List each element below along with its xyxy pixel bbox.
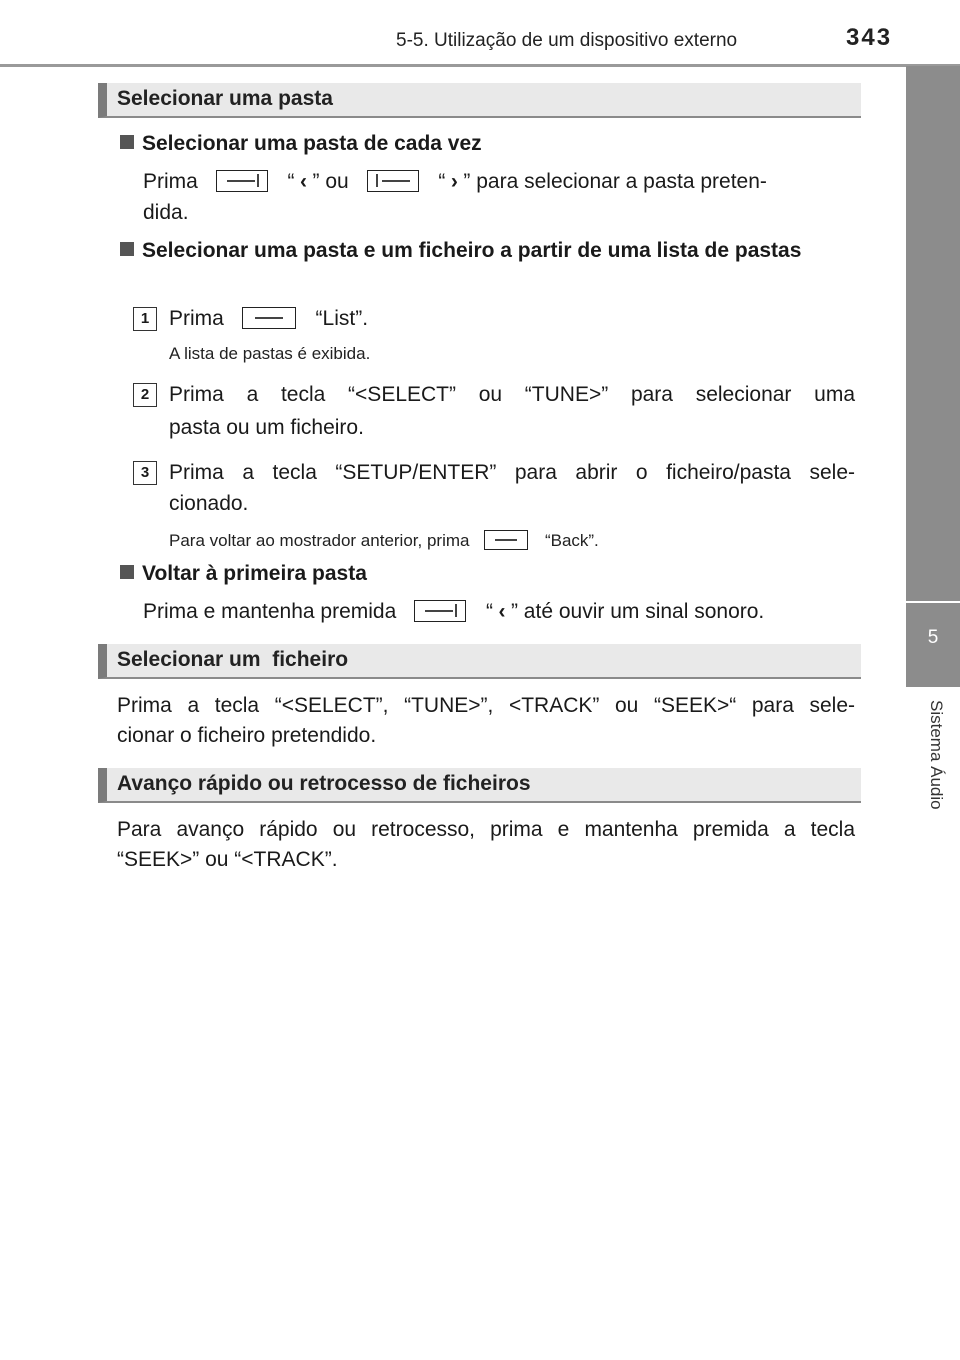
paragraph-fast-forward: Para avanço rápido ou retrocesso, prima e mantenha premida a tecla [117,818,855,841]
header-rule [0,64,960,67]
subheading-from-list: Selecionar uma pasta e um ficheiro a partir de uma lista de pastas [120,235,855,266]
subheading-one-at-a-time: Selecionar uma pasta de cada vez [120,128,482,159]
side-tab-background [906,66,960,601]
paragraph-first-folder: Prima e mantenha premida “ ‹ ” até ouvir um sinal sonoro. [143,596,764,627]
paragraph-select-file-cont: cionar o ficheiro pretendido. [117,724,377,747]
back-button-icon [484,530,528,550]
step-2-text: Prima a tecla “<SELECT” ou “TUNE>” para selecionar uma [169,383,855,406]
section-title: Avanço rápido ou retrocesso de ficheiros [117,772,531,795]
section-heading-fast-forward [98,768,861,803]
section-title: Selecionar uma pasta [117,87,333,110]
step-3-text: Prima a tecla “SETUP/ENTER” para abrir o ficheiro/pasta sele- [169,461,855,484]
step-number-2: 2 [133,383,157,407]
paragraph-select-folder: Prima “ ‹ ” ou “ › ” para selecionar a pasta preten- [143,166,855,197]
chapter-tab: 5 [906,603,960,687]
step-1-text: Prima “List”. [169,307,369,330]
subheading-first-folder: Voltar à primeira pasta [120,558,367,589]
seek-track-button-icon [414,600,466,622]
left-chevron-icon: ‹ [498,600,506,623]
running-header: 5-5. Utilização de um dispositivo externo [396,30,738,51]
seek-track-button-icon [216,170,268,192]
section-heading-select-folder [98,83,861,118]
step-1-note: A lista de pastas é exibida. [169,344,371,363]
right-chevron-icon: › [450,170,458,193]
left-chevron-icon: ‹ [300,170,308,193]
step-number-3: 3 [133,461,157,485]
step-2-text-cont: pasta ou um ficheiro. [169,416,364,439]
paragraph-fast-forward-cont: “SEEK>” ou “<TRACK”. [117,848,338,871]
page-number: 343 [846,24,893,51]
step-number-1: 1 [133,307,157,331]
square-bullet-icon [120,565,134,579]
step-3-note: Para voltar ao mostrador anterior, prima “Back”. [169,531,599,550]
square-bullet-icon [120,242,134,256]
paragraph-select-file: Prima a tecla “<SELECT”, “TUNE>”, <TRACK” ou “SEEK>“ para sele- [117,694,855,717]
paragraph-continuation: dida. [143,201,189,224]
chapter-label: Sistema Áudio [927,700,946,810]
step-3-text-cont: cionado. [169,492,249,515]
section-title: Selecionar um ficheiro [117,648,349,671]
section-heading-select-file [98,644,861,679]
track-seek-button-icon [367,170,419,192]
square-bullet-icon [120,135,134,149]
list-button-icon [242,307,296,329]
